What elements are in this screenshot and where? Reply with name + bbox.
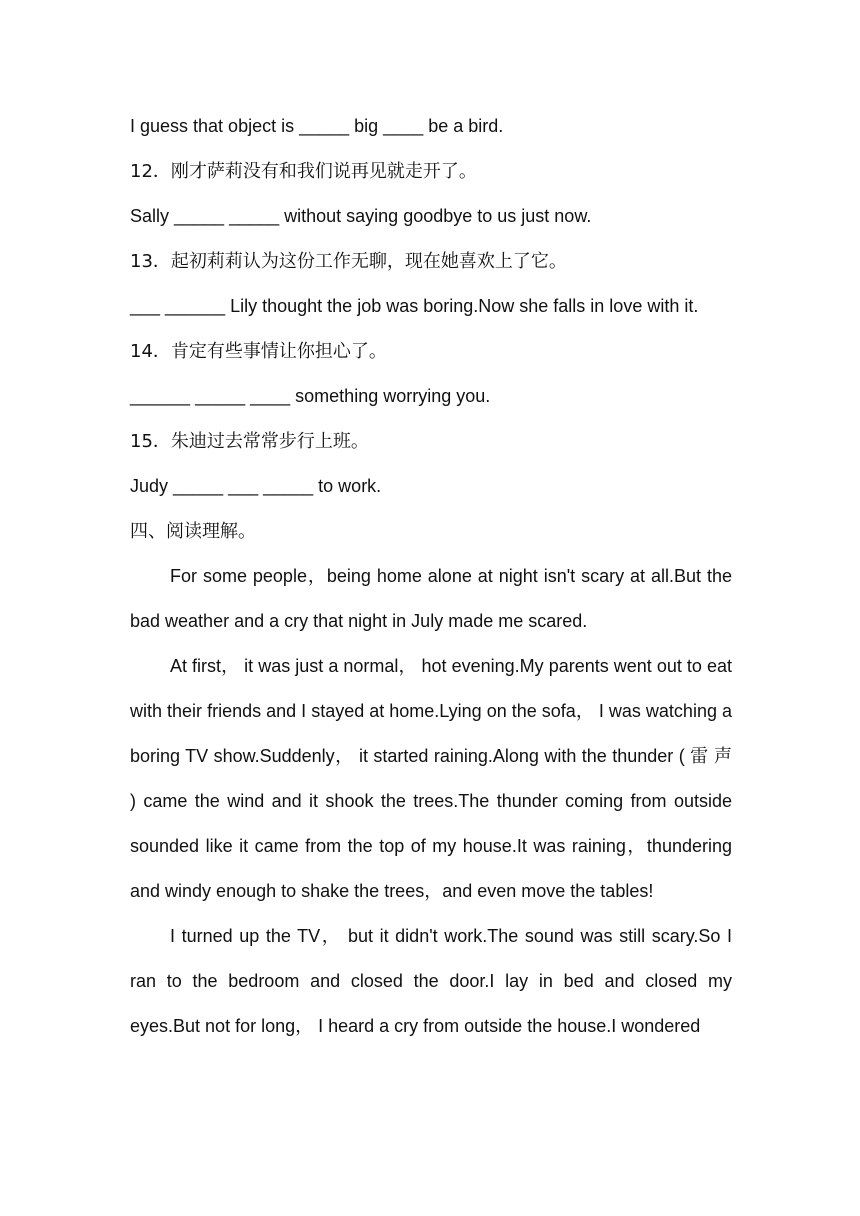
paragraph-3: I turned up the TV， but it didn't work.The sound was still scary.So I ran to the bedroom and closed the door.I lay in bed and closed my eyes.But not for long， I heard a cry from outside the house.I wondered: [130, 926, 732, 1036]
paragraph-2: At first， it was just a normal， hot evening.My parents went out to eat with their friends and I stayed at home.Lying on the sofa， I was watching a boring TV show.Suddenly， it started raining.Along with the thunder ( 雷 声 ) came the wind and it shook the trees.The thunder coming from outside sounded like it came from the top of my house.It was raining，thundering and windy enough to shake the trees，and even move the tables!: [130, 656, 732, 901]
item-14-prompt: 14．肯定有些事情让你担心了。: [130, 341, 387, 362]
item-11-answer: I guess that object is _____ big ____ be a bird.: [130, 116, 504, 136]
item-13-answer: ___ ______ Lily thought the job was boring.Now she falls in love with it.: [130, 296, 699, 316]
item-12-answer: Sally _____ _____ without saying goodbye to us just now.: [130, 206, 592, 226]
item-12-prompt: 12．刚才萨莉没有和我们说再见就走开了。: [130, 161, 477, 182]
paragraph-1: For some people，being home alone at night isn't scary at all.But the bad weather and a cry that night in July made me scared.: [130, 566, 732, 631]
section-title: 四、阅读理解。: [130, 521, 256, 542]
item-14-answer: ______ _____ ____ something worrying you.: [130, 386, 491, 406]
item-15-prompt: 15．朱迪过去常常步行上班。: [130, 431, 369, 452]
item-15-answer: Judy _____ ___ _____ to work.: [130, 476, 382, 496]
document-page: [130, 104, 732, 1049]
item-13-prompt: 13．起初莉莉认为这份工作无聊，现在她喜欢上了它。: [130, 251, 567, 272]
